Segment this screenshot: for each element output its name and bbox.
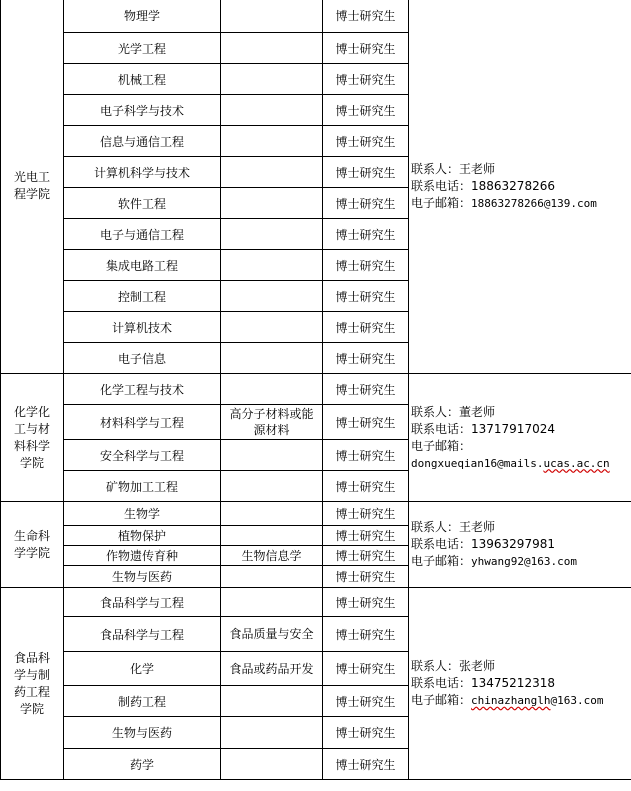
degree-level-cell: 博士研究生 xyxy=(323,749,409,780)
major-cell: 作物遗传育种 xyxy=(64,546,221,566)
table-row xyxy=(1,374,631,405)
degree-level-cell: 博士研究生 xyxy=(323,157,409,188)
contact-person: 联系人：王老师 xyxy=(411,520,496,534)
table-row xyxy=(1,588,631,617)
degree-level-cell: 博士研究生 xyxy=(323,588,409,617)
major-cell: 物理学 xyxy=(64,0,221,33)
contact-cell xyxy=(409,374,631,502)
major-cell: 食品科学与工程 xyxy=(64,588,221,617)
major-cell: 光学工程 xyxy=(64,33,221,64)
major-cell: 电子与通信工程 xyxy=(64,219,221,250)
major-cell: 药学 xyxy=(64,749,221,780)
direction-cell xyxy=(221,250,323,281)
email-address: chinazhanglh xyxy=(471,694,551,707)
degree-level-cell: 博士研究生 xyxy=(323,686,409,717)
direction-cell xyxy=(221,502,323,526)
degree-level-cell: 博士研究生 xyxy=(323,312,409,343)
degree-level-cell: 博士研究生 xyxy=(323,617,409,652)
direction-cell xyxy=(221,95,323,126)
degree-level-cell: 博士研究生 xyxy=(323,126,409,157)
email-label: 电子邮箱： xyxy=(411,195,472,210)
major-cell: 计算机科学与技术 xyxy=(64,157,221,188)
degree-level-cell: 博士研究生 xyxy=(323,405,409,440)
degree-level-cell: 博士研究生 xyxy=(323,343,409,374)
contact-email xyxy=(411,195,629,212)
direction-cell xyxy=(221,126,323,157)
degree-level-cell: 博士研究生 xyxy=(323,546,409,566)
direction-cell xyxy=(221,157,323,188)
contact-phone: 联系电话：13475212318 xyxy=(411,676,555,690)
direction-cell xyxy=(221,566,323,588)
direction-cell xyxy=(221,188,323,219)
major-cell: 计算机技术 xyxy=(64,312,221,343)
degree-level-cell: 博士研究生 xyxy=(323,717,409,749)
college-name: 光电工程学院 xyxy=(1,0,64,374)
contact-cell xyxy=(409,0,631,374)
table-row xyxy=(1,0,631,33)
direction-cell xyxy=(221,312,323,343)
college-name: 生命科学学院 xyxy=(1,502,64,588)
college-name: 化学化工与材料科学学院 xyxy=(1,374,64,502)
direction-cell xyxy=(221,440,323,471)
contact-email xyxy=(411,455,629,472)
major-cell: 集成电路工程 xyxy=(64,250,221,281)
contact-person: 联系人：张老师 xyxy=(411,659,496,673)
major-cell: 化学工程与技术 xyxy=(64,374,221,405)
degree-level-cell: 博士研究生 xyxy=(323,440,409,471)
degree-level-cell: 博士研究生 xyxy=(323,281,409,312)
degree-level-cell: 博士研究生 xyxy=(323,64,409,95)
email-domain: @163.com xyxy=(550,694,604,707)
major-cell: 安全科学与工程 xyxy=(64,440,221,471)
contact-phone: 联系电话：13963297981 xyxy=(411,537,555,551)
email-domain: ucas.ac.cn xyxy=(543,456,610,470)
direction-cell xyxy=(221,64,323,95)
direction-cell xyxy=(221,717,323,749)
major-cell: 植物保护 xyxy=(64,526,221,546)
degree-level-cell: 博士研究生 xyxy=(323,219,409,250)
degree-level-cell: 博士研究生 xyxy=(323,502,409,526)
contact-person: 联系人：董老师 xyxy=(411,404,496,419)
major-cell: 电子科学与技术 xyxy=(64,95,221,126)
email-label: 电子邮箱： xyxy=(411,554,472,568)
email-label: 电子邮箱： xyxy=(411,438,472,453)
direction-cell xyxy=(221,526,323,546)
email-address: yhwang92@163.com xyxy=(471,555,577,568)
major-cell: 电子信息 xyxy=(64,343,221,374)
degree-level-cell: 博士研究生 xyxy=(323,188,409,219)
degree-level-cell: 博士研究生 xyxy=(323,374,409,405)
direction-cell: 食品质量与安全 xyxy=(221,617,323,652)
contact-email xyxy=(411,553,629,570)
contact-phone: 联系电话：13717917024 xyxy=(411,421,555,436)
contact-phone: 联系电话：18863278266 xyxy=(411,178,555,193)
major-cell: 生物学 xyxy=(64,502,221,526)
direction-cell xyxy=(221,471,323,502)
direction-cell xyxy=(221,588,323,617)
direction-cell xyxy=(221,374,323,405)
major-cell: 材料科学与工程 xyxy=(64,405,221,440)
direction-cell xyxy=(221,749,323,780)
degree-level-cell: 博士研究生 xyxy=(323,566,409,588)
direction-cell xyxy=(221,219,323,250)
degree-level-cell: 博士研究生 xyxy=(323,250,409,281)
direction-cell: 食品或药品开发 xyxy=(221,652,323,686)
direction-cell xyxy=(221,33,323,64)
degree-level-cell: 博士研究生 xyxy=(323,95,409,126)
degree-level-cell: 博士研究生 xyxy=(323,652,409,686)
email-address: dongxueqian16@mails. xyxy=(411,456,544,470)
contact-email xyxy=(411,692,629,709)
major-cell: 食品科学与工程 xyxy=(64,617,221,652)
major-cell: 制药工程 xyxy=(64,686,221,717)
major-cell: 化学 xyxy=(64,652,221,686)
direction-cell: 生物信息学 xyxy=(221,546,323,566)
contact-person: 联系人：王老师 xyxy=(411,161,496,176)
direction-cell xyxy=(221,343,323,374)
major-cell: 生物与医药 xyxy=(64,566,221,588)
major-cell: 机械工程 xyxy=(64,64,221,95)
major-cell: 信息与通信工程 xyxy=(64,126,221,157)
email-address: 18863278266@139.com xyxy=(471,196,597,210)
degree-level-cell: 博士研究生 xyxy=(323,0,409,33)
email-label: 电子邮箱： xyxy=(411,693,472,707)
contact-cell xyxy=(409,588,631,780)
college-name: 食品科学与制药工程学院 xyxy=(1,588,64,780)
degree-level-cell: 博士研究生 xyxy=(323,33,409,64)
direction-cell xyxy=(221,0,323,33)
direction-cell xyxy=(221,281,323,312)
major-cell: 软件工程 xyxy=(64,188,221,219)
major-cell: 矿物加工工程 xyxy=(64,471,221,502)
contact-cell xyxy=(409,502,631,588)
degree-level-cell: 博士研究生 xyxy=(323,526,409,546)
direction-cell: 高分子材料或能源材料 xyxy=(221,405,323,440)
major-cell: 生物与医药 xyxy=(64,717,221,749)
major-cell: 控制工程 xyxy=(64,281,221,312)
direction-cell xyxy=(221,686,323,717)
table-row xyxy=(1,502,631,526)
degree-level-cell: 博士研究生 xyxy=(323,471,409,502)
